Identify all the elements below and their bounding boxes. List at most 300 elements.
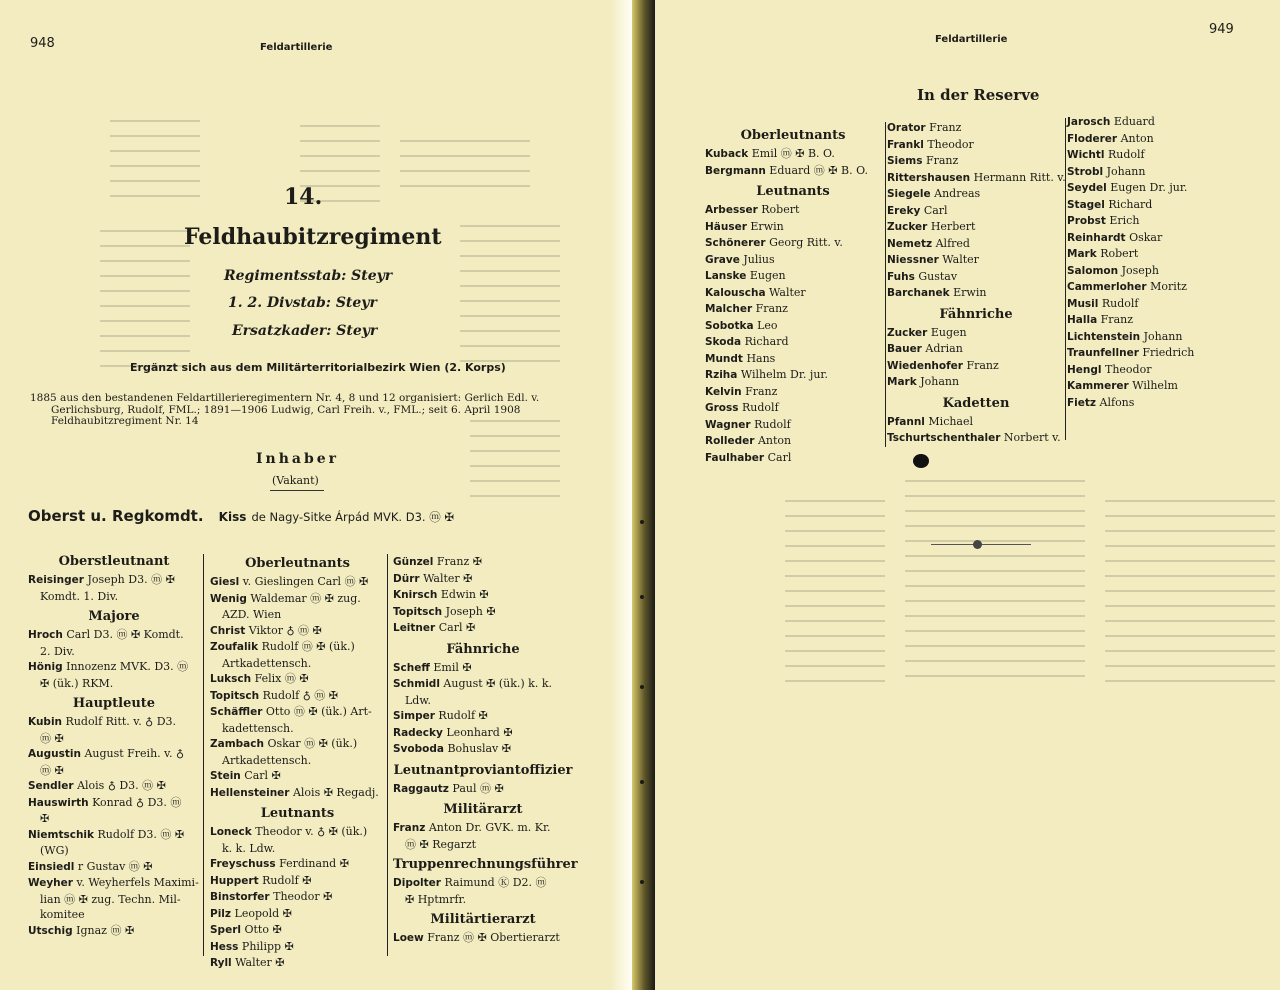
- officer-details: Michael: [928, 414, 974, 428]
- officer-entry: [887, 358, 1065, 375]
- officer-entry: [210, 736, 385, 753]
- officer-details: Franz: [925, 154, 959, 167]
- officer-surname: Zucker: [887, 221, 928, 233]
- bleed-through: [100, 230, 190, 380]
- section-heading: Kadetten: [942, 395, 1010, 411]
- officer-surname: Zambach: [210, 738, 264, 750]
- officer-surname: Häuser: [705, 220, 747, 233]
- officer-details: Anton: [1120, 131, 1154, 145]
- officer-details: Raimund Ⓚ D2. ⓜ: [444, 876, 547, 889]
- officer-entry: [28, 627, 200, 644]
- officer-details: Theodor: [1105, 362, 1152, 376]
- officer-entry: [28, 827, 200, 844]
- officer-entry: [210, 873, 385, 890]
- entry-continuation: ⓜ ✠ Regarzt: [405, 837, 477, 851]
- history-line: 1885 aus den bestandenen Feldartillerieregimentern Nr. 4, 8 und 12 organisiert: Gerlich Edl. v.: [30, 392, 540, 404]
- section-heading: Leutnants: [260, 806, 335, 821]
- officer-details: Franz: [1100, 313, 1134, 326]
- officer-details: August Freih. v. ♁: [84, 747, 185, 760]
- officer-entry: [1067, 197, 1247, 214]
- officer-details: Franz: [966, 358, 999, 372]
- officer-surname: Probst: [1067, 215, 1106, 227]
- officer-entry: [28, 875, 200, 892]
- entry-continuation: ✠ (ük.) RKM.: [40, 676, 114, 690]
- officer-entry: [705, 268, 881, 285]
- officer-entry: [1067, 362, 1247, 379]
- officer-entry: [705, 285, 881, 302]
- officer-details: Rudolf ⓜ ✠ (ük.): [261, 640, 355, 653]
- officer-details: Robert: [1100, 247, 1139, 260]
- officer-surname: Wenig: [210, 592, 247, 605]
- officer-details: Waldemar ⓜ ✠ zug.: [250, 591, 361, 605]
- officer-entry: [210, 889, 385, 906]
- officer-details: Carl: [767, 450, 792, 464]
- officer-surname: Kelvin: [705, 385, 742, 398]
- officer-surname: Stagel: [1067, 198, 1105, 211]
- officer-details: Theodor v. ♁ ✠ (ük.): [255, 825, 368, 838]
- officer-details: Adrian: [925, 342, 963, 355]
- officer-surname: Orator: [887, 122, 926, 134]
- officer-entry: [1067, 131, 1247, 148]
- section-heading: Militärtierarzt: [430, 912, 536, 927]
- section-heading: Militärarzt: [443, 802, 523, 817]
- officer-entry: [1067, 329, 1247, 346]
- officer-entry: [705, 219, 881, 236]
- entry-continuation: k. k. Ldw.: [222, 841, 276, 855]
- officer-surname: Hroch: [28, 629, 63, 641]
- officer-details: Alfons: [1099, 395, 1135, 409]
- officer-entry: [28, 795, 200, 812]
- officer-details: Rudolf Ritt. v. ♁ D3.: [65, 715, 177, 728]
- officer-entry: [393, 587, 573, 604]
- entry-continuation: Artkadettensch.: [222, 656, 312, 670]
- section-heading: Majore: [88, 609, 140, 624]
- officer-entry: [28, 859, 200, 876]
- officer-entry: [393, 875, 573, 892]
- officer-details: Carl ✠: [438, 621, 476, 634]
- officer-surname: Salomon: [1067, 264, 1119, 277]
- officer-entry: [393, 930, 573, 947]
- officer-details: Emil ✠: [433, 660, 472, 674]
- officer-surname: Hönig: [28, 661, 63, 673]
- officer-entry: [887, 120, 1065, 137]
- officer-entry: [1067, 263, 1247, 280]
- officer-entry: [887, 269, 1065, 286]
- officer-surname: Topitsch: [393, 605, 443, 618]
- ink-blot: [913, 454, 929, 468]
- officer-entry: [705, 163, 881, 180]
- column-staff-officers: [28, 552, 200, 939]
- officer-surname: Lanske: [705, 270, 747, 282]
- officer-details: Rudolf: [1101, 296, 1139, 310]
- officer-surname: Ryll: [210, 957, 232, 969]
- running-head: Feldartillerie: [260, 42, 333, 53]
- officer-surname: Faulhaber: [705, 451, 765, 464]
- officer-entry: [1067, 246, 1247, 263]
- officer-details: r Gustav ⓜ ✠: [77, 859, 153, 873]
- officer-surname: Barchanek: [887, 287, 950, 299]
- officer-details: Eugen Dr. jur.: [1110, 181, 1188, 194]
- officer-surname: Sobotka: [705, 319, 754, 332]
- officer-entry: [1067, 279, 1247, 296]
- officer-details: v. Weyherfels Maximi-: [76, 876, 199, 889]
- underline: [270, 490, 324, 491]
- officer-surname: Hengl: [1067, 363, 1102, 376]
- officer-entry: [393, 781, 573, 798]
- oberst-line: [28, 506, 454, 525]
- officer-surname: Leitner: [393, 622, 436, 634]
- officer-details: Georg Ritt. v.: [769, 236, 843, 249]
- officer-entry: [887, 186, 1065, 203]
- officer-details: Theodor ✠: [273, 890, 333, 903]
- officer-details: Oskar: [1129, 230, 1163, 244]
- officer-entry: [393, 676, 573, 693]
- officer-entry: [28, 659, 200, 676]
- officer-details: Joseph ✠: [445, 604, 496, 618]
- officer-surname: Siems: [887, 155, 923, 167]
- officer-surname: Knirsch: [393, 589, 438, 601]
- officer-surname: Huppert: [210, 874, 259, 887]
- officer-details: Bohuslav ✠: [447, 742, 511, 755]
- section-heading: Oberleutnants: [245, 556, 350, 571]
- officer-surname: Weyher: [28, 877, 73, 889]
- officer-surname: Nemetz: [887, 237, 933, 250]
- officer-surname: Simper: [393, 710, 435, 722]
- officer-details: Felix ⓜ ✠: [254, 672, 309, 685]
- officer-surname: Günzel: [393, 556, 434, 568]
- officer-surname: Siegele: [887, 188, 931, 200]
- officer-details: Walter ✠: [235, 956, 285, 969]
- officer-details: Rudolf: [742, 401, 779, 414]
- officer-entry: [887, 170, 1065, 187]
- officer-surname: Kubin: [28, 716, 63, 728]
- officer-surname: Musil: [1067, 297, 1099, 310]
- officer-details: Erwin: [953, 286, 987, 299]
- officer-entry: [705, 202, 881, 219]
- running-head: Feldartillerie: [935, 34, 1008, 45]
- officer-details: Konrad ♁ D3. ⓜ: [92, 795, 182, 809]
- officer-entry: [1067, 395, 1247, 412]
- officer-details: Walter ✠: [423, 571, 473, 585]
- officer-entry: [705, 334, 881, 351]
- officer-details: Norbert v.: [1003, 431, 1061, 444]
- page-number: 948: [30, 36, 55, 51]
- entry-continuation: (WG): [40, 844, 69, 857]
- officer-details: v. Gieslingen Carl ⓜ ✠: [242, 575, 369, 588]
- column-oberleutnants-leutnants: [210, 554, 385, 972]
- officer-surname: Stein: [210, 770, 241, 782]
- officer-details: Johann: [1143, 329, 1183, 343]
- regiment-name: Feldhaubitzregiment: [184, 224, 442, 250]
- entry-continuation: Ldw.: [405, 693, 431, 707]
- officer-surname: Hellensteiner: [210, 786, 290, 799]
- officer-entry: [705, 318, 881, 335]
- officer-surname: Traunfellner: [1067, 347, 1139, 359]
- officer-entry: [887, 252, 1065, 269]
- officer-details: Johann: [1106, 164, 1146, 178]
- officer-entry: [705, 367, 881, 384]
- officer-entry: [210, 922, 385, 939]
- officer-surname: Scheff: [393, 661, 430, 674]
- entry-continuation: komitee: [40, 908, 85, 921]
- officer-surname: Lichtenstein: [1067, 330, 1141, 343]
- history-line: Feldhaubitzregiment Nr. 14: [51, 415, 199, 427]
- officer-details: Franz ✠: [436, 555, 482, 568]
- officer-entry: [887, 341, 1065, 358]
- entry-continuation: ⓜ ✠: [40, 763, 64, 777]
- officer-details: Alois ♁ D3. ⓜ ✠: [77, 779, 166, 792]
- officer-details: Richard: [744, 335, 789, 348]
- officer-details: Otto ✠: [244, 923, 282, 936]
- officer-surname: Topitsch: [210, 689, 260, 702]
- officer-surname: Niessner: [887, 254, 939, 266]
- officer-details: Franz: [929, 121, 962, 134]
- officer-details: Julius: [743, 252, 775, 266]
- officer-entry: [887, 374, 1065, 391]
- officer-surname: Mark: [887, 376, 917, 388]
- officer-details: Anton Dr. GVK. m. Kr.: [428, 821, 551, 834]
- officer-entry: [887, 414, 1065, 431]
- column-reserve-leutnants: [887, 120, 1065, 447]
- officer-surname: Mark: [1067, 248, 1097, 260]
- officer-details: Paul ⓜ ✠: [452, 781, 504, 795]
- officer-entry: [393, 660, 573, 677]
- officer-entry: [1067, 180, 1247, 197]
- officer-entry: [887, 153, 1065, 170]
- officer-entry: [210, 906, 385, 923]
- officer-entry: [210, 623, 385, 640]
- officer-details: Friedrich: [1142, 346, 1195, 359]
- officer-entry: [705, 400, 881, 417]
- bleed-through: [110, 120, 200, 210]
- officer-entry: [1067, 164, 1247, 181]
- officer-details: Erwin: [750, 219, 784, 233]
- officer-entry: [393, 820, 573, 837]
- officer-surname: Wiedenhofer: [887, 359, 963, 372]
- officer-surname: Loew: [393, 932, 424, 944]
- officer-details: Wilhelm Dr. jur.: [740, 368, 828, 381]
- officer-surname: Luksch: [210, 673, 252, 685]
- officer-surname: Niemtschik: [28, 828, 94, 841]
- officer-surname: Fuhs: [887, 270, 915, 283]
- officer-entry: [705, 301, 881, 318]
- bleed-through: [460, 225, 560, 375]
- officer-details: Johann: [920, 375, 960, 388]
- officer-details: Wilhelm: [1132, 379, 1178, 392]
- officer-entry: [210, 671, 385, 688]
- officer-details: Hans: [746, 351, 776, 365]
- entry-continuation: AZD. Wien: [222, 608, 282, 621]
- officer-surname: Schäffler: [210, 706, 263, 718]
- officer-entry: [887, 236, 1065, 253]
- officer-details: Robert: [761, 203, 800, 216]
- officer-entry: [210, 955, 385, 972]
- bleed-through: [905, 480, 1085, 680]
- officer-entry: [210, 574, 385, 591]
- officer-surname: Ereky: [887, 204, 921, 217]
- officer-entry: [1067, 114, 1247, 131]
- officer-surname: Reisinger: [28, 574, 84, 586]
- officer-entry: [393, 741, 573, 758]
- officer-entry: [887, 137, 1065, 154]
- oberst-surname: Kiss: [218, 510, 247, 524]
- officer-entry: [705, 433, 881, 450]
- officer-surname: Rolleder: [705, 435, 755, 447]
- officer-details: Viktor ♁ ⓜ ✠: [248, 623, 322, 637]
- officer-entry: [705, 417, 881, 434]
- officer-entry: [28, 746, 200, 763]
- officer-details: Emil ⓜ ✠ B. O.: [751, 147, 835, 160]
- officer-entry: [1067, 345, 1247, 362]
- officer-surname: Svoboda: [393, 743, 444, 755]
- officer-surname: Zoufalik: [210, 641, 259, 653]
- column-divider: [387, 554, 388, 956]
- officer-surname: Frankl: [887, 138, 924, 151]
- officer-entry: [210, 768, 385, 785]
- officer-details: Ferdinand ✠: [279, 857, 349, 870]
- officer-entry: [887, 325, 1065, 342]
- column-fahnriche-officials: [393, 554, 578, 947]
- officer-surname: Fietz: [1067, 396, 1097, 409]
- section-heading: Oberleutnants: [740, 128, 846, 143]
- section-heading: Fähnriche: [939, 306, 1013, 322]
- officer-entry: [28, 714, 200, 731]
- section-heading: Leutnants: [756, 184, 830, 199]
- officer-details: Gustav: [918, 269, 958, 283]
- officer-entry: [887, 219, 1065, 236]
- officer-entry: [393, 604, 573, 621]
- officer-surname: Christ: [210, 624, 246, 637]
- officer-surname: Hess: [210, 940, 239, 953]
- officer-surname: Dürr: [393, 572, 420, 585]
- staff-line: Regimentsstab: Steyr: [224, 268, 393, 284]
- officer-surname: Augustin: [28, 748, 81, 760]
- officer-details: Alfred: [935, 236, 970, 250]
- entry-continuation: 2. Div.: [40, 644, 75, 658]
- officer-surname: Franz: [393, 822, 426, 834]
- officer-surname: Jarosch: [1067, 116, 1111, 128]
- officer-details: Richard: [1108, 197, 1153, 211]
- officer-details: Walter: [769, 285, 806, 299]
- bleed-through: [400, 140, 530, 190]
- officer-surname: Schönerer: [705, 237, 766, 249]
- officer-entry: [887, 285, 1065, 302]
- entry-continuation: ✠: [40, 812, 50, 825]
- entry-continuation: lian ⓜ ✠ zug. Techn. Mil-: [40, 892, 181, 906]
- officer-details: Theodor: [927, 137, 974, 151]
- officer-entry: [393, 725, 573, 742]
- officer-details: Joseph D3. ⓜ ✠: [87, 573, 175, 586]
- officer-details: Leonhard ✠: [446, 725, 513, 739]
- officer-surname: Halla: [1067, 314, 1098, 326]
- officer-surname: Raggautz: [393, 782, 449, 795]
- officer-entry: [393, 571, 573, 588]
- entry-continuation: kadettensch.: [222, 721, 294, 735]
- inhaber-value: (Vakant): [272, 474, 319, 487]
- column-reserve-officers: [705, 126, 881, 466]
- section-heading: Truppenrechnungsführer: [393, 857, 578, 872]
- officer-entry: [210, 688, 385, 705]
- officer-surname: Mundt: [705, 352, 743, 365]
- officer-entry: [393, 554, 573, 571]
- column-reserve-leutnants-2: [1067, 114, 1247, 411]
- officer-details: Rudolf: [1108, 148, 1145, 161]
- officer-surname: Floderer: [1067, 132, 1118, 145]
- left-page: [0, 0, 610, 990]
- officer-entry: [1067, 147, 1247, 164]
- officer-details: Carl D3. ⓜ ✠ Komdt.: [66, 628, 184, 641]
- officer-surname: Reinhardt: [1067, 231, 1126, 244]
- officer-entry: [393, 708, 573, 725]
- oberst-label: Oberst u. Regkomdt.: [28, 507, 204, 525]
- section-title: In der Reserve: [917, 86, 1040, 104]
- officer-details: Rudolf D3. ⓜ ✠: [97, 827, 185, 841]
- officer-details: Rudolf: [754, 417, 791, 431]
- officer-entry: [210, 939, 385, 956]
- officer-surname: Utschig: [28, 924, 73, 937]
- officer-surname: Hauswirth: [28, 796, 89, 809]
- officer-entry: [210, 856, 385, 873]
- officer-surname: Dipolter: [393, 877, 441, 889]
- officer-surname: Giesl: [210, 576, 240, 588]
- staff-line: Ersatzkader: Steyr: [232, 323, 378, 339]
- page-number: 949: [1209, 22, 1234, 37]
- officer-entry: [210, 785, 385, 802]
- officer-details: Carl ✠: [244, 769, 281, 782]
- officer-surname: Kammerer: [1067, 380, 1129, 392]
- officer-details: Walter: [942, 253, 979, 266]
- officer-surname: Radecky: [393, 726, 443, 739]
- officer-details: Franz: [755, 302, 788, 315]
- officer-surname: Seydel: [1067, 182, 1107, 194]
- section-heading: Leutnantproviantoffizier: [393, 762, 573, 778]
- entry-continuation: ✠ Hptmrfr.: [405, 892, 467, 906]
- officer-surname: Strobl: [1067, 165, 1104, 178]
- officer-details: Alois ✠ Regadj.: [292, 785, 379, 799]
- officer-surname: Zucker: [887, 326, 928, 339]
- officer-details: Joseph: [1121, 263, 1159, 277]
- inhaber-title: Inhaber: [256, 451, 340, 467]
- entry-continuation: Komdt. 1. Div.: [40, 589, 119, 603]
- bleed-through: [1105, 500, 1275, 690]
- right-page: [655, 0, 1280, 990]
- officer-details: Hermann Ritt. v.: [973, 170, 1066, 184]
- officer-surname: Cammerloher: [1067, 281, 1147, 293]
- officer-details: Otto ⓜ ✠ (ük.) Art-: [265, 705, 372, 718]
- officer-details: Erich: [1109, 214, 1140, 227]
- officer-entry: [210, 704, 385, 721]
- officer-surname: Grave: [705, 253, 740, 266]
- officer-details: Herbert: [930, 220, 976, 233]
- column-divider: [885, 122, 886, 447]
- section-heading: Fähnriche: [446, 641, 520, 657]
- officer-details: Rudolf ✠: [262, 873, 312, 887]
- officer-details: Edwin ✠: [440, 588, 489, 601]
- staff-line: 1. 2. Divstab: Steyr: [228, 295, 377, 311]
- book-gutter: [610, 0, 632, 990]
- officer-surname: Wichtl: [1067, 149, 1105, 161]
- officer-surname: Loneck: [210, 826, 252, 838]
- officer-details: Anton: [757, 434, 792, 447]
- officer-details: Eduard ⓜ ✠ B. O.: [769, 163, 868, 177]
- officer-details: Eugen: [749, 269, 786, 282]
- officer-details: Moritz: [1150, 280, 1187, 293]
- officer-details: Rudolf ✠: [438, 709, 488, 722]
- officer-details: Carl: [923, 203, 948, 217]
- officer-entry: [28, 572, 200, 589]
- officer-surname: Tschurtschenthaler: [887, 432, 1001, 444]
- officer-surname: Rziha: [705, 369, 738, 381]
